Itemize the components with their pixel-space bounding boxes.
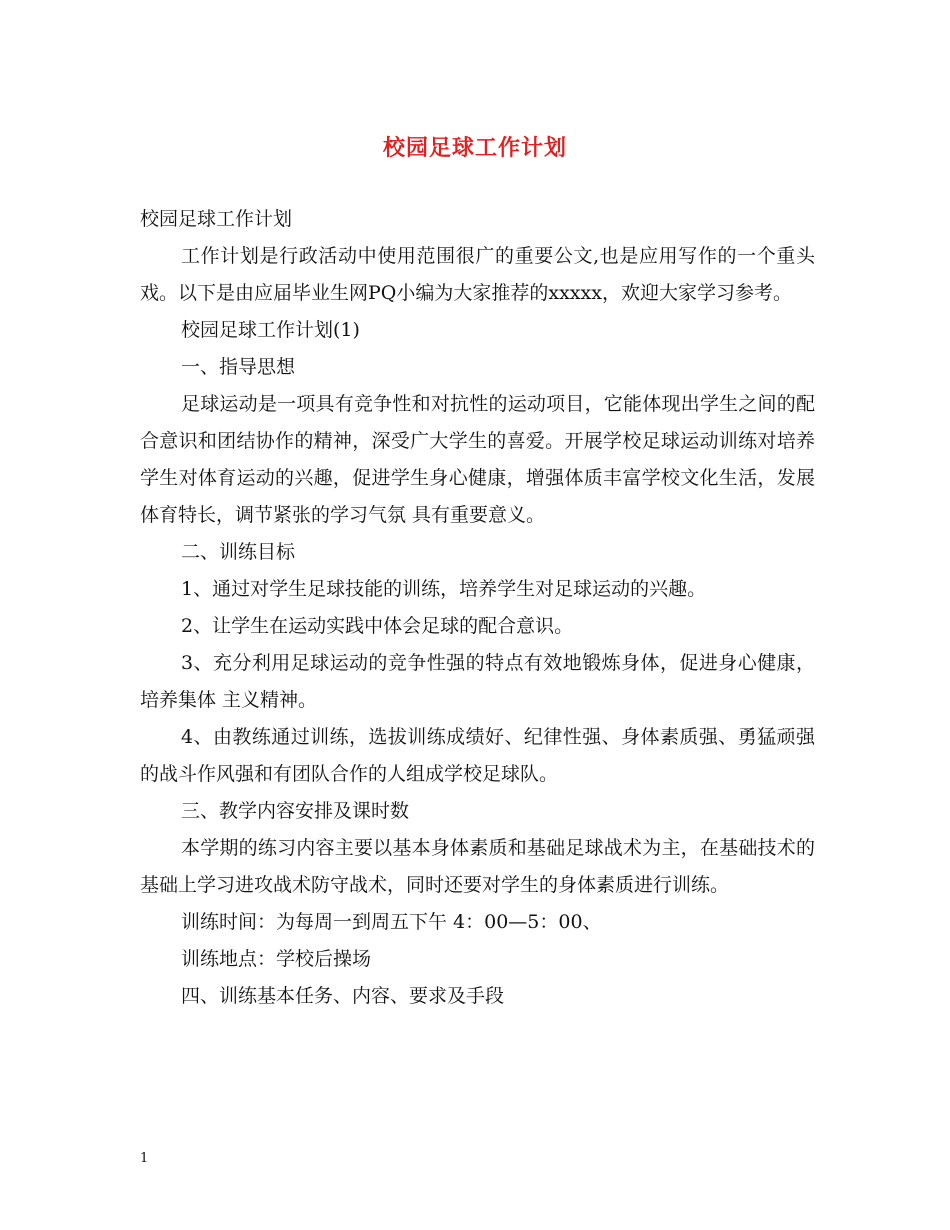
- section-heading: 四、训练基本任务、内容、要求及手段: [181, 985, 505, 1007]
- section-heading: 三、教学内容安排及课时数: [181, 800, 410, 822]
- section-heading: 二、训练目标: [181, 541, 296, 563]
- paragraph: 足球运动是一项具有竞争性和对抗性的运动项目，它能体现出学生之间的配合意识和团结协作的精神，深受广大学生的喜爱。开展学校足球运动训练对培养学生对体育运动的兴趣，促进学生身心健康，增强体质丰富学校文化生活，发展体育特长，调节紧张的学习气氛 具有重要意义。: [140, 393, 815, 526]
- paragraph: 训练地点：学校后操场: [181, 948, 372, 970]
- list-item: 4、由教练通过训练，选拔训练成绩好、纪律性强、身体素质强、勇猛顽强的战斗作风强和有团队合作的人组成学校足球队。: [140, 726, 815, 785]
- document-title: 校园足球工作计划: [382, 135, 567, 161]
- paragraph: 工作计划是行政活动中使用范围很广的重要公文,也是应用写作的一个重头戏。以下是由应届毕业生网PQ小编为大家推荐的xxxxx，欢迎大家学习参考。: [140, 245, 815, 304]
- paragraph: 训练时间：为每周一到周五下午 4：00—5：00、: [181, 911, 602, 933]
- document-body: [140, 201, 815, 1015]
- paragraph: 校园足球工作计划: [140, 208, 293, 230]
- section-heading: 一、指导思想: [181, 356, 296, 378]
- list-item: 1、通过对学生足球技能的训练，培养学生对足球运动的兴趣。: [181, 578, 707, 600]
- list-item: 2、让学生在运动实践中体会足球的配合意识。: [181, 615, 574, 637]
- paragraph: 校园足球工作计划(1): [181, 319, 360, 341]
- paragraph: 本学期的练习内容主要以基本身体素质和基础足球战术为主，在基础技术的基础上学习进攻战术防守战术，同时还要对学生的身体素质进行训练。: [140, 837, 815, 896]
- page-number: 1: [140, 1151, 149, 1166]
- list-item: 3、充分利用足球运动的竞争性强的特点有效地锻炼身体，促进身心健康，培养集体 主义精神。: [140, 652, 815, 711]
